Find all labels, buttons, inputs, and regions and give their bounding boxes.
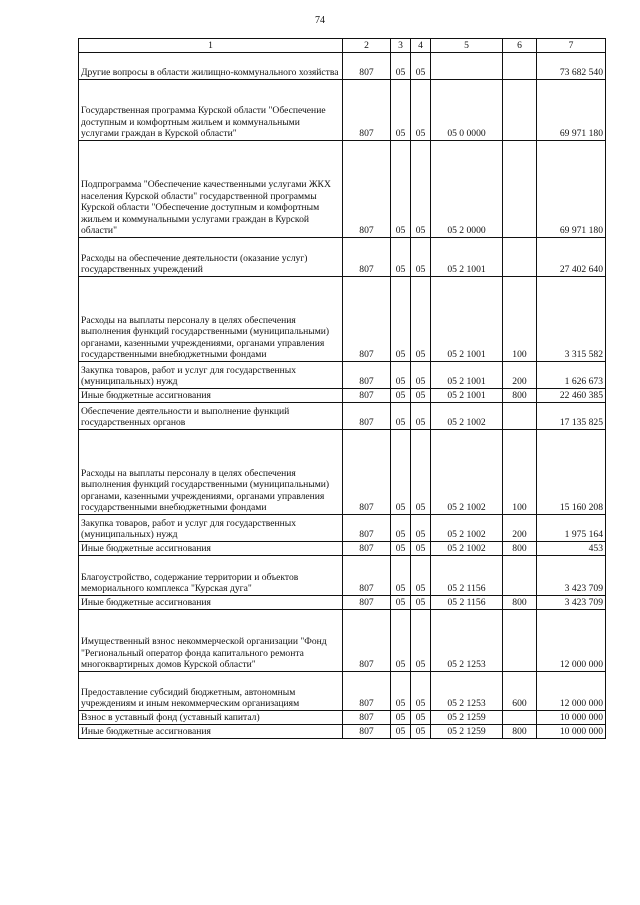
cell-expense-type: 100 [503, 430, 537, 515]
cell-subsection: 05 [411, 556, 431, 596]
cell-code-ministry: 807 [343, 277, 391, 362]
cell-target-item: 05 2 1001 [431, 238, 503, 277]
cell-expense-type: 200 [503, 515, 537, 542]
cell-amount: 12 000 000 [537, 610, 606, 672]
cell-expense-type: 100 [503, 277, 537, 362]
table-body [79, 39, 606, 739]
cell-target-item: 05 0 0000 [431, 80, 503, 141]
cell-section: 05 [391, 141, 411, 238]
cell-name: Расходы на обеспечение деятельности (оказание услуг) государственных учреждений [79, 238, 343, 277]
cell-subsection: 05 [411, 725, 431, 739]
cell-section: 05 [391, 403, 411, 430]
budget-table [78, 38, 606, 739]
cell-amount: 453 [537, 542, 606, 556]
cell-code-ministry: 807 [343, 596, 391, 610]
cell-code-ministry: 807 [343, 672, 391, 711]
table-row [79, 53, 606, 80]
cell-expense-type: 800 [503, 725, 537, 739]
cell-section: 05 [391, 672, 411, 711]
cell-amount: 12 000 000 [537, 672, 606, 711]
column-header: 6 [503, 39, 537, 53]
cell-expense-type: 200 [503, 362, 537, 389]
cell-code-ministry: 807 [343, 610, 391, 672]
cell-expense-type [503, 711, 537, 725]
cell-expense-type [503, 80, 537, 141]
cell-target-item: 05 2 1001 [431, 277, 503, 362]
cell-amount: 27 402 640 [537, 238, 606, 277]
table-row [79, 515, 606, 542]
cell-target-item: 05 2 1002 [431, 515, 503, 542]
cell-code-ministry: 807 [343, 725, 391, 739]
cell-target-item: 05 2 1002 [431, 403, 503, 430]
cell-amount: 15 160 208 [537, 430, 606, 515]
cell-subsection: 05 [411, 711, 431, 725]
cell-name: Иные бюджетные ассигнования [79, 725, 343, 739]
cell-target-item: 05 2 1002 [431, 430, 503, 515]
cell-subsection: 05 [411, 430, 431, 515]
column-header: 4 [411, 39, 431, 53]
cell-target-item: 05 2 1253 [431, 610, 503, 672]
cell-section: 05 [391, 80, 411, 141]
table-row [79, 389, 606, 403]
cell-amount: 3 315 582 [537, 277, 606, 362]
cell-target-item: 05 2 1156 [431, 596, 503, 610]
table-row [79, 556, 606, 596]
cell-expense-type [503, 610, 537, 672]
cell-name: Имущественный взнос некоммерческой организации "Фонд "Региональный оператор фонда капитального ремонта многоквартирных домов Курской области" [79, 610, 343, 672]
cell-name: Взнос в уставный фонд (уставный капитал) [79, 711, 343, 725]
cell-section: 05 [391, 389, 411, 403]
cell-section: 05 [391, 711, 411, 725]
cell-name: Иные бюджетные ассигнования [79, 389, 343, 403]
cell-code-ministry: 807 [343, 389, 391, 403]
cell-code-ministry: 807 [343, 711, 391, 725]
cell-amount: 10 000 000 [537, 725, 606, 739]
table-row [79, 672, 606, 711]
cell-subsection: 05 [411, 515, 431, 542]
cell-target-item: 05 2 1156 [431, 556, 503, 596]
cell-name: Другие вопросы в области жилищно-коммунального хозяйства [79, 53, 343, 80]
column-header: 2 [343, 39, 391, 53]
cell-code-ministry: 807 [343, 141, 391, 238]
cell-expense-type: 800 [503, 542, 537, 556]
page-number: 74 [315, 15, 325, 26]
cell-section: 05 [391, 725, 411, 739]
cell-name: Расходы на выплаты персоналу в целях обеспечения выполнения функций государственными (муниципальными) органами, казенными учреждениями, органами управления государственными внебюджетными фондами [79, 430, 343, 515]
cell-section: 05 [391, 238, 411, 277]
cell-section: 05 [391, 277, 411, 362]
cell-expense-type [503, 141, 537, 238]
table-header-row [79, 39, 606, 53]
table-row [79, 711, 606, 725]
cell-section: 05 [391, 596, 411, 610]
table-row [79, 596, 606, 610]
table-row [79, 277, 606, 362]
cell-target-item: 05 2 1001 [431, 362, 503, 389]
cell-name: Предоставление субсидий бюджетным, автономным учреждениям и иным некоммерческим организациям [79, 672, 343, 711]
cell-code-ministry: 807 [343, 362, 391, 389]
cell-target-item: 05 2 1259 [431, 725, 503, 739]
cell-amount: 17 135 825 [537, 403, 606, 430]
cell-amount: 3 423 709 [537, 596, 606, 610]
cell-name: Благоустройство, содержание территории и объектов мемориального комплекса "Курская дуга" [79, 556, 343, 596]
cell-name: Подпрограмма "Обеспечение качественными услугами ЖКХ населения Курской области" государственной программы Курской области "Обеспечение доступным и комфортным жильем и коммунальными услугами граждан в Курской области" [79, 141, 343, 238]
cell-subsection: 05 [411, 596, 431, 610]
cell-section: 05 [391, 542, 411, 556]
table-row [79, 141, 606, 238]
cell-target-item: 05 2 1253 [431, 672, 503, 711]
cell-expense-type [503, 556, 537, 596]
cell-section: 05 [391, 53, 411, 80]
column-header: 7 [537, 39, 606, 53]
cell-expense-type [503, 53, 537, 80]
cell-amount: 69 971 180 [537, 80, 606, 141]
table-row [79, 80, 606, 141]
cell-code-ministry: 807 [343, 556, 391, 596]
cell-target-item [431, 53, 503, 80]
cell-expense-type: 600 [503, 672, 537, 711]
cell-subsection: 05 [411, 403, 431, 430]
cell-subsection: 05 [411, 672, 431, 711]
table-row [79, 610, 606, 672]
cell-subsection: 05 [411, 277, 431, 362]
cell-code-ministry: 807 [343, 53, 391, 80]
cell-amount: 10 000 000 [537, 711, 606, 725]
cell-subsection: 05 [411, 53, 431, 80]
cell-name: Иные бюджетные ассигнования [79, 542, 343, 556]
cell-name: Иные бюджетные ассигнования [79, 596, 343, 610]
cell-expense-type: 800 [503, 389, 537, 403]
column-header: 3 [391, 39, 411, 53]
cell-expense-type [503, 238, 537, 277]
cell-subsection: 05 [411, 80, 431, 141]
cell-code-ministry: 807 [343, 238, 391, 277]
cell-subsection: 05 [411, 389, 431, 403]
cell-section: 05 [391, 362, 411, 389]
cell-amount: 3 423 709 [537, 556, 606, 596]
cell-name: Закупка товаров, работ и услуг для государственных (муниципальных) нужд [79, 515, 343, 542]
cell-target-item: 05 2 1002 [431, 542, 503, 556]
cell-subsection: 05 [411, 141, 431, 238]
cell-name: Государственная программа Курской области "Обеспечение доступным и комфортным жильем и коммунальными услугами граждан в Курской области" [79, 80, 343, 141]
table-row [79, 362, 606, 389]
cell-section: 05 [391, 430, 411, 515]
cell-target-item: 05 2 1259 [431, 711, 503, 725]
cell-amount: 69 971 180 [537, 141, 606, 238]
cell-code-ministry: 807 [343, 515, 391, 542]
column-header: 1 [79, 39, 343, 53]
column-header: 5 [431, 39, 503, 53]
cell-amount: 1 626 673 [537, 362, 606, 389]
cell-subsection: 05 [411, 362, 431, 389]
cell-name: Закупка товаров, работ и услуг для государственных (муниципальных) нужд [79, 362, 343, 389]
cell-amount: 73 682 540 [537, 53, 606, 80]
cell-code-ministry: 807 [343, 430, 391, 515]
cell-target-item: 05 2 1001 [431, 389, 503, 403]
cell-subsection: 05 [411, 610, 431, 672]
cell-target-item: 05 2 0000 [431, 141, 503, 238]
cell-amount: 1 975 164 [537, 515, 606, 542]
cell-section: 05 [391, 556, 411, 596]
cell-code-ministry: 807 [343, 80, 391, 141]
table-row [79, 542, 606, 556]
table-row [79, 238, 606, 277]
cell-name: Обеспечение деятельности и выполнение функций государственных органов [79, 403, 343, 430]
cell-expense-type [503, 403, 537, 430]
cell-section: 05 [391, 610, 411, 672]
cell-name: Расходы на выплаты персоналу в целях обеспечения выполнения функций государственными (муниципальными) органами, казенными учреждениями, органами управления государственными внебюджетными фондами [79, 277, 343, 362]
cell-subsection: 05 [411, 542, 431, 556]
cell-code-ministry: 807 [343, 542, 391, 556]
cell-code-ministry: 807 [343, 403, 391, 430]
cell-section: 05 [391, 515, 411, 542]
cell-amount: 22 460 385 [537, 389, 606, 403]
table-row [79, 725, 606, 739]
table-row [79, 430, 606, 515]
cell-expense-type: 800 [503, 596, 537, 610]
cell-subsection: 05 [411, 238, 431, 277]
table-row [79, 403, 606, 430]
